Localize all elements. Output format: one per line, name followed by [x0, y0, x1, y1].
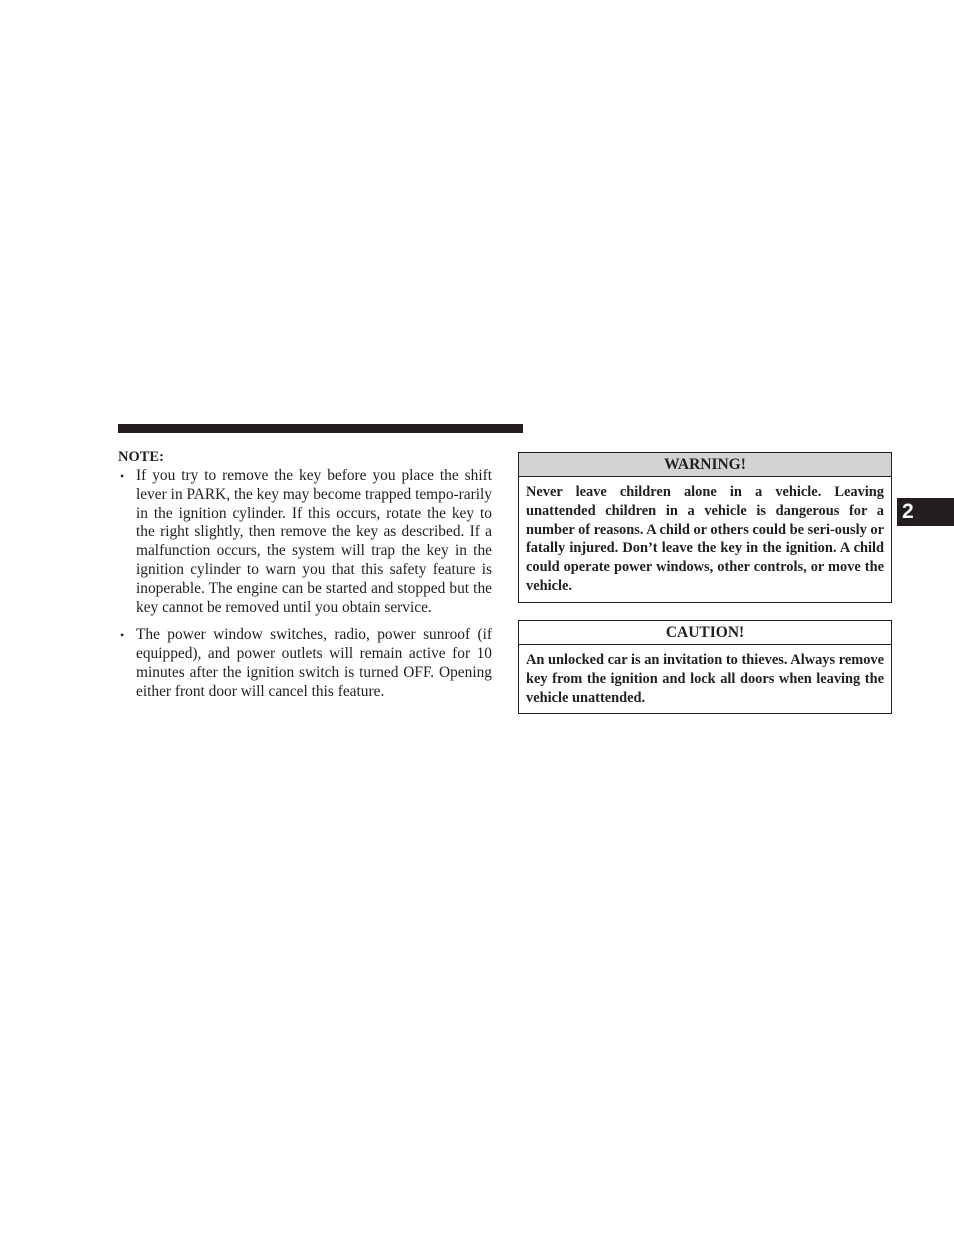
- section-rule: [118, 424, 523, 433]
- bullet-icon: •: [120, 628, 125, 643]
- list-item: [118, 467, 492, 617]
- note-label: NOTE:: [118, 449, 164, 465]
- chapter-tab: 2: [897, 498, 954, 526]
- note-section: [118, 448, 492, 711]
- list-item: [118, 626, 492, 701]
- warning-title: WARNING!: [519, 453, 891, 477]
- caution-text: An unlocked car is an invitation to thieves. Always remove key from the ignition and lock all doors when leaving the vehicle unattended.: [526, 652, 884, 706]
- caution-title: CAUTION!: [519, 621, 891, 645]
- note-bullet-text: If you try to remove the key before you place the shift lever in PARK, the key may become trapped tempo-rarily in the ignition cylinder. If this occurs, rotate the key to the right slightly, then remove the key as described. If a malfunction occurs, the system will trap the key in the ignition cylinder to warn you that this safety feature is inoperable. The engine can be started and stopped but the key cannot be removed until you obtain service.: [136, 467, 492, 616]
- note-list: [118, 467, 492, 702]
- bullet-icon: •: [120, 469, 125, 483]
- note-bullet-text: The power window switches, radio, power sunroof (if equipped), and power outlets will remain active for 10 minutes after the ignition switch is turned OFF. Opening either front door will cancel this feature.: [136, 626, 492, 700]
- warning-text: Never leave children alone in a vehicle. Leaving unattended children in a vehicle is dangerous for a number of reasons. A child or others could be seri-ously or fatally injured. Don’t leave the key in the ignition. A child could operate power windows, other controls, or move the vehicle.: [526, 484, 884, 594]
- caution-box: [518, 620, 892, 714]
- warning-box: [518, 452, 892, 603]
